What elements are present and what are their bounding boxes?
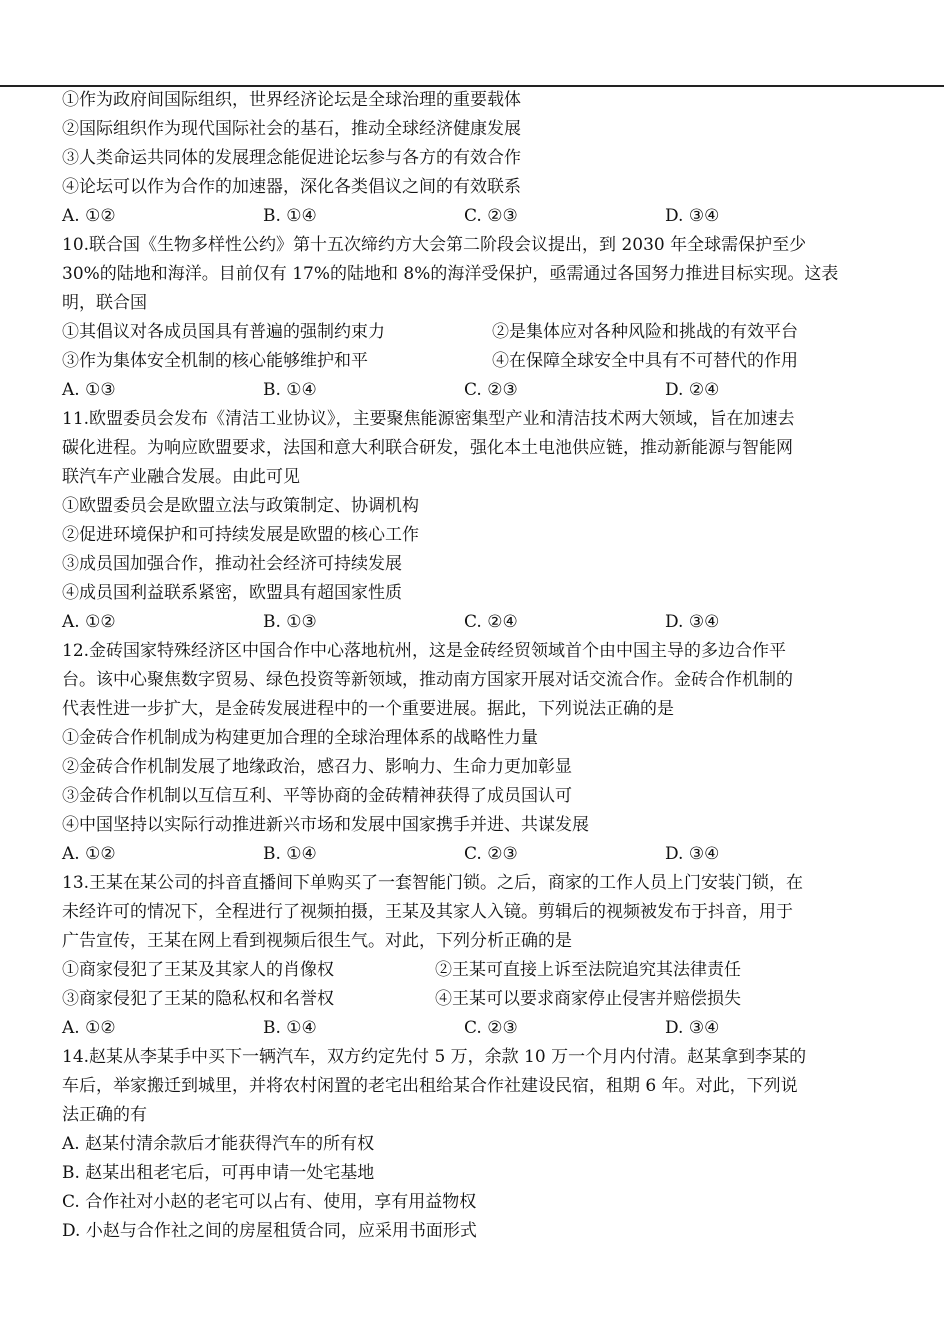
statement-2: ②王某可直接上诉至法院追究其法律责任 [435,960,741,980]
question-stem: 碳化进程。为响应欧盟要求，法国和意大利联合研发，强化本土电池供应链，推动新能源与智能网 [62,438,793,458]
question-10 [62,231,892,405]
statement-3: ③商家侵犯了王某的隐私权和名誉权 [62,989,334,1009]
option-c: C. ②③ [464,1018,518,1038]
statement-row [62,956,892,985]
question-13 [62,869,892,1043]
option-c: C. ②③ [464,380,518,400]
statement-4: ④在保障全球安全中具有不可替代的作用 [492,351,798,371]
question-stem: 14.赵某从李某手中买下一辆汽车，双方约定先付 5 万，余款 10 万一个月内付清。赵某拿到李某的 [62,1047,807,1067]
option-c: C. ②③ [464,844,518,864]
option-a: A. ①② [62,844,116,864]
question-stem: 12.金砖国家特殊经济区中国合作中心落地杭州，这是金砖经贸领域首个由中国主导的多边合作平 [62,641,787,661]
question-12 [62,637,892,869]
question-stem: 11.欧盟委员会发布《清洁工业协议》，主要聚焦能源密集型产业和清洁技术两大领域，旨在加速去 [62,409,795,429]
option-c: C. ②④ [464,612,518,632]
option-a: A. ①② [62,206,116,226]
question-stem: 30%的陆地和海洋。目前仅有 17%的陆地和 8%的海洋受保护，亟需通过各国努力推进目标实现。这表 [62,264,839,284]
statement-row [62,985,892,1014]
question-9 [62,86,892,231]
statement-1: ①商家侵犯了王某及其家人的肖像权 [62,960,334,980]
answer-options [62,1014,892,1043]
statement-4: ④王某可以要求商家停止侵害并赔偿损失 [435,989,741,1009]
statement-1: ①欧盟委员会是欧盟立法与政策制定、协调机构 [62,496,419,516]
option-b: B. ①④ [263,206,317,226]
option-a: A. ①② [62,612,116,632]
option-b: B. 赵某出租老宅后，可再申请一处宅基地 [62,1163,375,1183]
question-stem: 13.王某在某公司的抖音直播间下单购买了一套智能门锁。之后，商家的工作人员上门安装门锁，在 [62,873,804,893]
exam-page [62,86,892,1246]
statement-2: ②金砖合作机制发展了地缘政治，感召力、影响力、生命力更加彰显 [62,757,572,777]
option-b: B. ①④ [263,844,317,864]
question-stem: 广告宣传，王某在网上看到视频后很生气。对此，下列分析正确的是 [62,931,572,951]
option-d: D. ③④ [665,844,720,864]
statement-3: ③作为集体安全机制的核心能够维护和平 [62,351,368,371]
statement-row [62,347,892,376]
statement-2: ②促进环境保护和可持续发展是欧盟的核心工作 [62,525,419,545]
option-c: C. 合作社对小赵的老宅可以占有、使用，享有用益物权 [62,1192,477,1212]
question-14 [62,1043,892,1246]
statement-1: ①金砖合作机制成为构建更加合理的全球治理体系的战略性力量 [62,728,538,748]
option-b: B. ①④ [263,380,317,400]
statement-3: ③成员国加强合作，推动社会经济可持续发展 [62,554,402,574]
question-stem: 未经许可的情况下，全程进行了视频拍摄，王某及其家人入镜。剪辑后的视频被发布于抖音，用于 [62,902,793,922]
answer-options [62,608,892,637]
statement-3: ③人类命运共同体的发展理念能促进论坛参与各方的有效合作 [62,148,521,168]
question-stem: 车后，举家搬迁到城里，并将农村闲置的老宅出租给某合作社建设民宿，租期 6 年。对此，下列说 [62,1076,798,1096]
question-11 [62,405,892,637]
question-stem: 明，联合国 [62,293,147,313]
option-a: A. ①③ [62,380,116,400]
option-d: D. ③④ [665,206,720,226]
statement-4: ④论坛可以作为合作的加速器，深化各类倡议之间的有效联系 [62,177,521,197]
option-c: C. ②③ [464,206,518,226]
answer-options [62,840,892,869]
question-stem: 法正确的有 [62,1105,147,1125]
option-d: D. ②④ [665,380,720,400]
answer-options [62,202,892,231]
statement-2: ②是集体应对各种风险和挑战的有效平台 [492,322,798,342]
question-stem: 代表性进一步扩大，是金砖发展进程中的一个重要进展。据此，下列说法正确的是 [62,699,674,719]
statement-3: ③金砖合作机制以互信互利、平等协商的金砖精神获得了成员国认可 [62,786,572,806]
statement-4: ④中国坚持以实际行动推进新兴市场和发展中国家携手并进、共谋发展 [62,815,589,835]
statement-1: ①作为政府间国际组织，世界经济论坛是全球治理的重要载体 [62,90,521,110]
option-a: A. 赵某付清余款后才能获得汽车的所有权 [62,1134,375,1154]
option-d: D. ③④ [665,612,720,632]
question-stem: 联汽车产业融合发展。由此可见 [62,467,300,487]
question-stem: 台。该中心聚焦数字贸易、绿色投资等新领域，推动南方国家开展对话交流合作。金砖合作机制的 [62,670,793,690]
question-stem: 10.联合国《生物多样性公约》第十五次缔约方大会第二阶段会议提出，到 2030 年全球需保护至少 [62,235,807,255]
option-a: A. ①② [62,1018,116,1038]
option-b: B. ①③ [263,612,317,632]
statement-2: ②国际组织作为现代国际社会的基石，推动全球经济健康发展 [62,119,521,139]
option-b: B. ①④ [263,1018,317,1038]
option-d: D. 小赵与合作社之间的房屋租赁合同，应采用书面形式 [62,1221,477,1241]
statement-4: ④成员国利益联系紧密，欧盟具有超国家性质 [62,583,402,603]
statement-1: ①其倡议对各成员国具有普遍的强制约束力 [62,322,385,342]
answer-options [62,376,892,405]
statement-row [62,318,892,347]
option-d: D. ③④ [665,1018,720,1038]
